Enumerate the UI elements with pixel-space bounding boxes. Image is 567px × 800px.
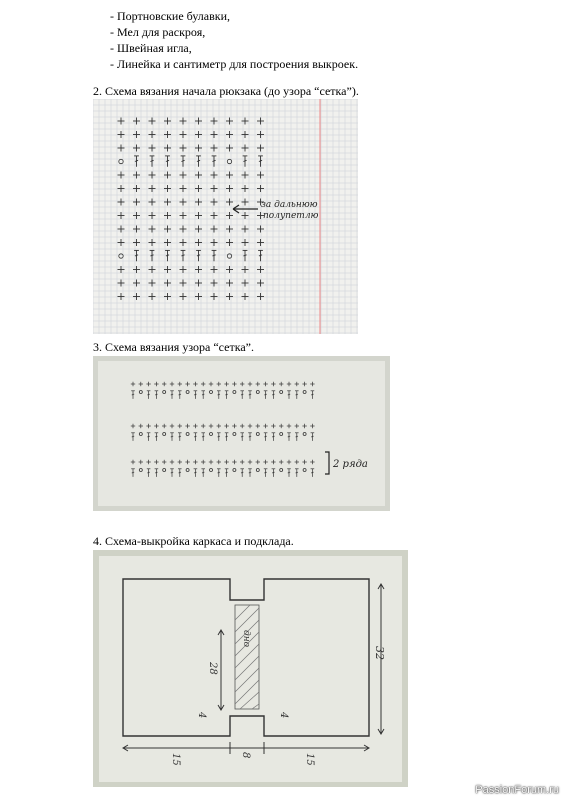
- annotation-half-loop: полупетлю: [263, 211, 319, 221]
- annotation-far-loop: за дальнюю: [261, 200, 318, 210]
- crochet-chart-photo-2: [93, 356, 390, 511]
- dim-bottom-left: 15: [170, 753, 181, 766]
- list-item: - Швейная игла,: [110, 41, 192, 55]
- crochet-chart-1: [93, 99, 358, 334]
- dim-inner-height: 28: [207, 662, 218, 675]
- crochet-chart-2: [93, 356, 390, 511]
- section3-heading: 3. Схема вязания узора “сетка”.: [93, 340, 254, 354]
- materials-list: [110, 8, 358, 72]
- annotation-two-rows: 2 ряда: [333, 459, 368, 470]
- label-bottom: дно: [241, 630, 251, 648]
- dim-bottom-right: 15: [304, 753, 315, 766]
- dim-height: 32: [373, 646, 386, 660]
- section4-heading: 4. Схема-выкройка каркаса и подклада.: [93, 534, 294, 548]
- dim-notch-right: 4: [278, 712, 289, 719]
- list-item: - Мел для раскроя,: [110, 25, 206, 39]
- section2-heading: 2. Схема вязания начала рюкзака (до узора “сетка”).: [93, 84, 359, 98]
- dim-notch: 4: [196, 712, 207, 719]
- pattern-diagram: [93, 550, 408, 787]
- dim-bottom-mid: 8: [240, 752, 251, 759]
- crochet-chart-photo-1: [93, 99, 358, 334]
- watermark: PassionForum.ru: [475, 784, 559, 796]
- pattern-photo: [93, 550, 408, 787]
- list-item: - Портновские булавки,: [110, 9, 231, 23]
- list-item: - Линейка и сантиметр для построения выкроек.: [110, 57, 359, 71]
